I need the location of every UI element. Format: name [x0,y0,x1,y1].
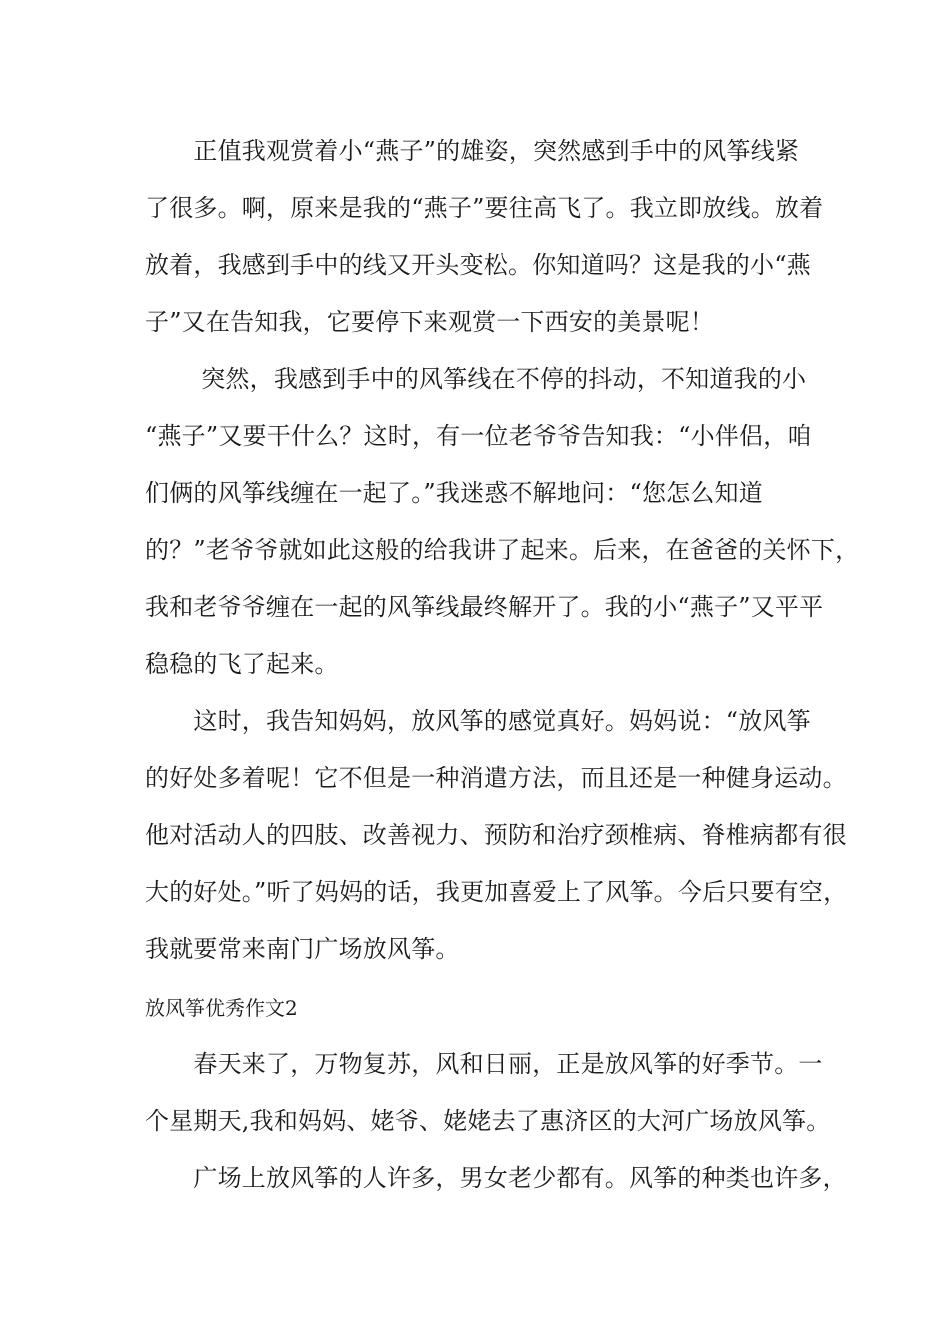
paragraph-2-line-4: 的？”老爷爷就如此这般的给我讲了起来。后来，在爸爸的关怀下， [145,536,860,564]
paragraph-3-line-4: 大的好处。”听了妈妈的话，我更加喜爱上了风筝。今后只要有空， [145,878,848,906]
paragraph-1-line-4: 子”又在告知我，它要停下来观赏一下西安的美景呢！ [145,308,715,336]
paragraph-1-line-3: 放着，我感到手中的线又开头变松。你知道吗？这是我的小“燕 [145,251,811,279]
paragraph-3-line-3: 他对活动人的四肢、改善视力、预防和治疗颈椎病、脊椎病都有很 [145,821,847,849]
paragraph-2-line-6: 稳稳的飞了起来。 [145,650,339,678]
paragraph-4-line-2: 个星期天,我和妈妈、姥爷、姥姥去了惠济区的大河广场放风筝。 [145,1107,831,1135]
paragraph-5-line-1: 广场上放风筝的人许多，男女老少都有。风筝的种类也许多， [145,1164,847,1192]
paragraph-3-line-1: 这时，我告知妈妈，放风筝的感觉真好。妈妈说：“放风筝 [145,707,811,735]
paragraph-1-line-2: 了很多。啊，原来是我的“燕子”要往高飞了。我立即放线。放着 [145,194,824,222]
paragraph-3-line-5: 我就要常来南门广场放风筝。 [145,935,460,963]
paragraph-3-line-2: 的好处多着呢！它不但是一种消遣方法，而且还是一种健身运动。 [145,764,847,792]
section-title: 放风筝优秀作文2 [145,996,298,1020]
paragraph-2-line-5: 我和老爷爷缠在一起的风筝线最终解开了。我的小“燕子”又平平 [145,593,824,621]
paragraph-2-line-1: 突然，我感到手中的风筝线在不停的抖动，不知道我的小 [145,365,807,393]
paragraph-2-line-2: “燕子”又要干什么？这时，有一位老爷爷告知我：“小伴侣，咱 [145,422,812,450]
paragraph-1-line-1: 正值我观赏着小“燕子”的雄姿，突然感到手中的风筝线紧 [145,137,800,165]
paragraph-2-line-3: 们俩的风筝线缠在一起了。”我迷惑不解地问：“您怎么知道 [145,479,763,507]
paragraph-4-line-1: 春天来了，万物复苏，风和日丽，正是放风筝的好季节。一 [145,1050,823,1078]
